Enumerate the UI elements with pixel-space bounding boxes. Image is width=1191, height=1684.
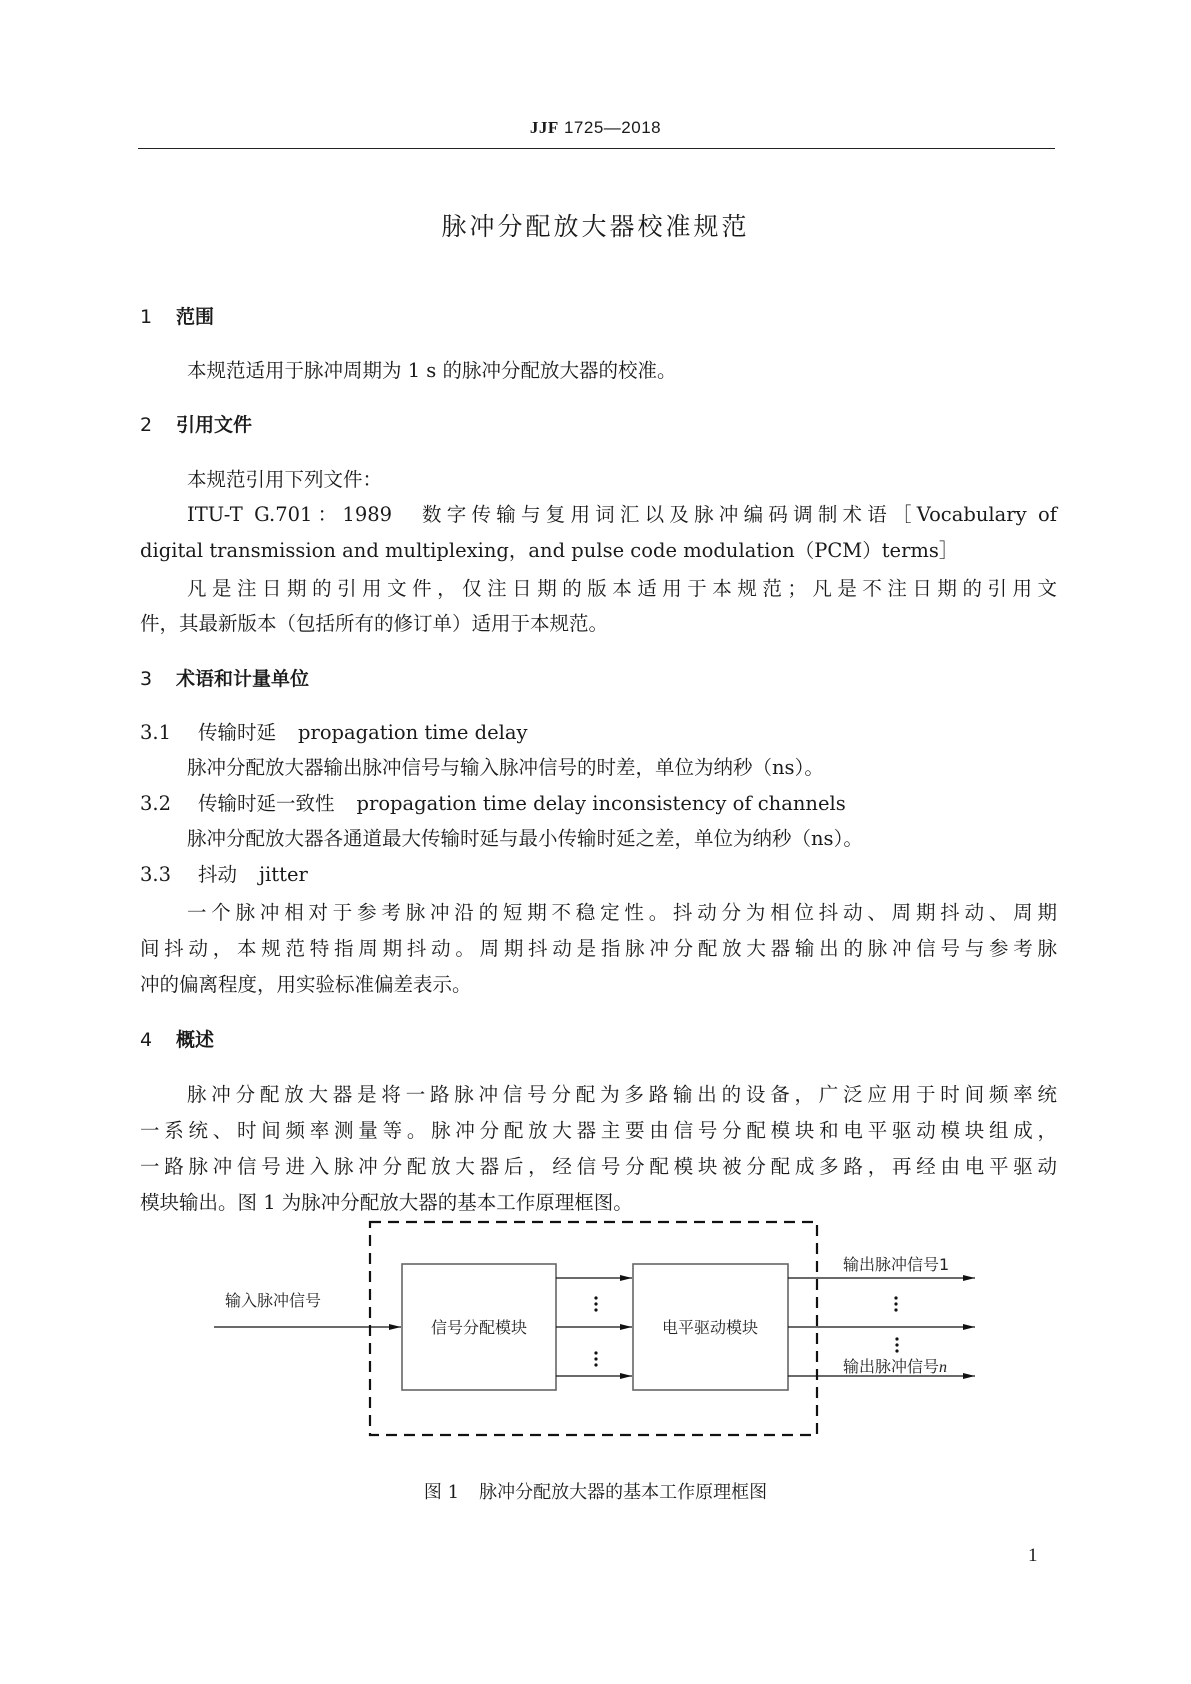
section-heading-4: 4 概述 bbox=[140, 1029, 215, 1051]
page-number: 1 bbox=[1028, 1545, 1038, 1566]
term-definition: 脉冲分配放大器各通道最大传输时延与最小传输时延之差，单位为纳秒（ns）。 bbox=[187, 827, 863, 850]
standard-code-number: 1725—2018 bbox=[558, 118, 662, 137]
output-label-1: 输出脉冲信号1 bbox=[843, 1255, 950, 1274]
paragraph: 本规范引用下列文件： bbox=[187, 468, 383, 491]
ellipsis-icon bbox=[594, 1351, 597, 1366]
document-title: 脉冲分配放大器校准规范 bbox=[441, 212, 750, 241]
paragraph-continued: 件，其最新版本（包括所有的修订单）适用于本规范。 bbox=[140, 612, 609, 635]
term-3-3: 3.3 抖动 jitter bbox=[140, 863, 308, 886]
term-3-2: 3.2 传输时延一致性 propagation time delay inconsistency of channels bbox=[140, 792, 846, 815]
term-3-1: 3.1 传输时延 propagation time delay bbox=[140, 721, 528, 744]
reference-item: ITU-T G.701：1989 数字传输与复用词汇以及脉冲编码调制术语［Vocabulary of bbox=[187, 503, 1057, 526]
figure-caption: 图 1 脉冲分配放大器的基本工作原理框图 bbox=[423, 1482, 768, 1503]
term-definition: 一个脉冲相对于参考脉冲沿的短期不稳定性。抖动分为相位抖动、周期抖动、周期 bbox=[187, 901, 1057, 924]
paragraph: 凡是注日期的引用文件，仅注日期的版本适用于本规范；凡是不注日期的引用文 bbox=[187, 577, 1057, 600]
reference-item-continued: digital transmission and multiplexing，and pulse code modulation（PCM）terms］ bbox=[140, 539, 959, 562]
term-definition-continued: 间抖动，本规范特指周期抖动。周期抖动是指脉冲分配放大器输出的脉冲信号与参考脉 bbox=[140, 937, 1057, 960]
output-label-n: 输出脉冲信号n bbox=[843, 1357, 948, 1376]
section-heading-1: 1 范围 bbox=[140, 306, 215, 328]
section-heading-3: 3 术语和计量单位 bbox=[140, 668, 310, 690]
paragraph: 脉冲分配放大器是将一路脉冲信号分配为多路输出的设备，广泛应用于时间频率统 bbox=[187, 1083, 1057, 1106]
term-definition-continued: 冲的偏离程度，用实验标准偏差表示。 bbox=[140, 973, 472, 996]
level-driver-label: 电平驱动模块 bbox=[661, 1318, 759, 1337]
input-label: 输入脉冲信号 bbox=[225, 1291, 322, 1310]
paragraph-continued: 一系统、时间频率测量等。脉冲分配放大器主要由信号分配模块和电平驱动模块组成， bbox=[140, 1119, 1057, 1142]
signal-distribution-label: 信号分配模块 bbox=[430, 1318, 528, 1337]
term-definition: 脉冲分配放大器输出脉冲信号与输入脉冲信号的时差，单位为纳秒（ns）。 bbox=[187, 756, 824, 779]
paragraph-continued: 一路脉冲信号进入脉冲分配放大器后，经信号分配模块被分配成多路，再经由电平驱动 bbox=[140, 1155, 1057, 1178]
ellipsis-icon bbox=[894, 1296, 897, 1311]
section-heading-2: 2 引用文件 bbox=[140, 414, 253, 436]
paragraph: 本规范适用于脉冲周期为 1 s 的脉冲分配放大器的校准。 bbox=[187, 359, 677, 382]
ellipsis-icon bbox=[895, 1337, 898, 1352]
standard-code-prefix: JJF bbox=[529, 118, 559, 137]
ellipsis-icon bbox=[594, 1296, 597, 1311]
paragraph-continued: 模块输出。图 1 为脉冲分配放大器的基本工作原理框图。 bbox=[140, 1191, 633, 1214]
